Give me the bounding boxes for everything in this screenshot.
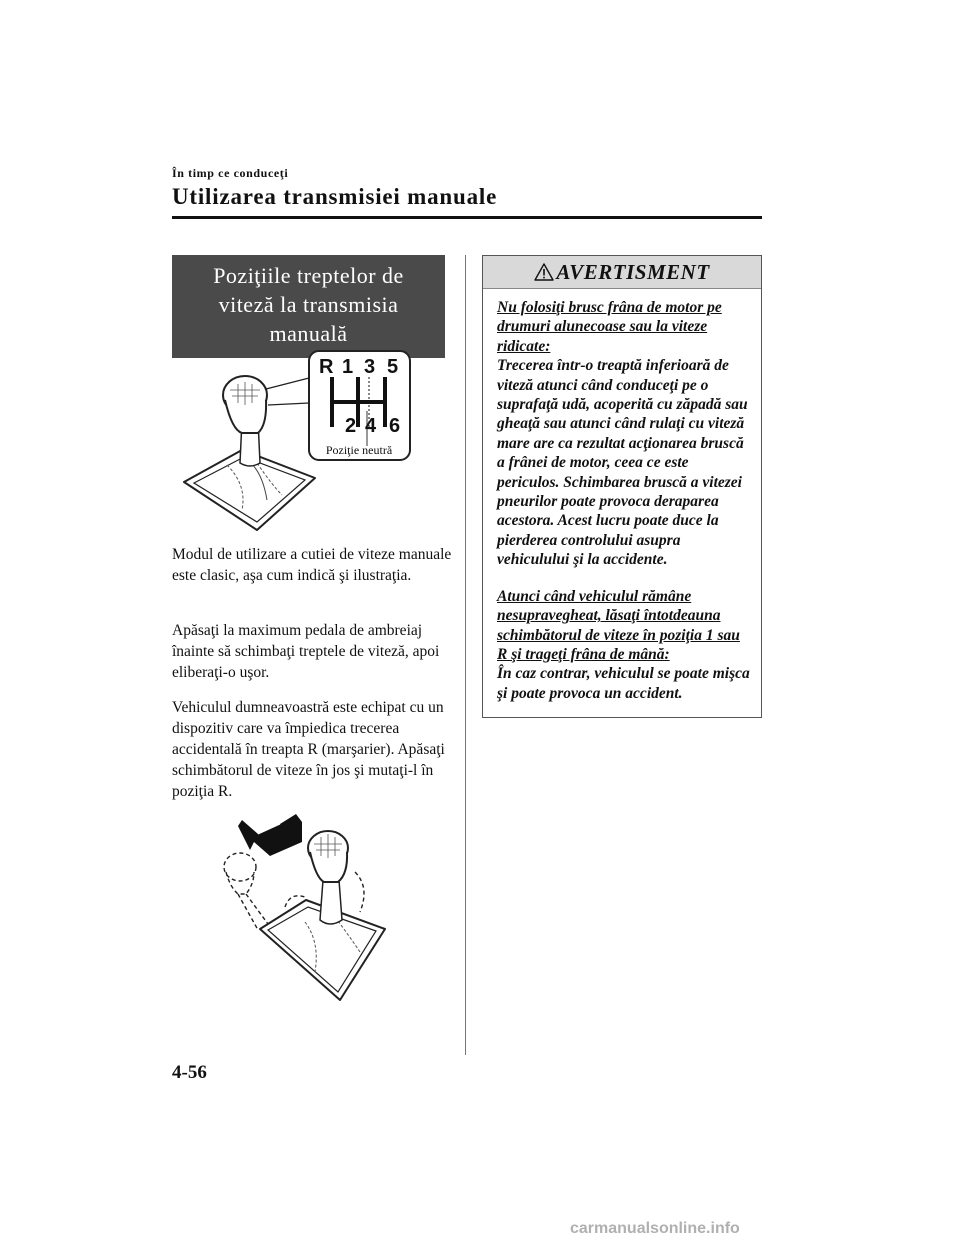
gear-label-3: 3 [364, 356, 376, 378]
title-divider [172, 216, 762, 219]
gear-label-r: R [319, 356, 334, 378]
warning-label: AVERTISMENT [556, 259, 710, 284]
gear-label-5: 5 [387, 356, 399, 378]
warning-heading-unattended: Atunci când vehiculul rămâne nesupravegheat, lăsaţi întotdeauna schimbătorul de viteze în poziţia 1 sau R şi trageţi frâna de mână: [497, 587, 740, 663]
gear-pattern-illustration [172, 345, 447, 535]
warning-text-engine-brake: Trecerea într-o treaptă inferioară de viteză atunci când conduceţi pe o suprafaţă udă, acoperită cu zăpadă sau gheaţă sau atunci când rulaţi cu viteză mare are ca rezultat acţionarea bruscă a frânei de motor, ceea ce este periculos. Schimbarea bruscă a vitezei pneurilor poate provoca deraparea acestora. Acest lucru poate duce la pierderea controlului asupra vehiculului şi la accidente. [497, 357, 748, 569]
warning-box [482, 255, 762, 718]
reverse-shift-illustration [210, 812, 420, 1022]
gear-label-4: 4 [365, 415, 377, 437]
warning-triangle-icon [534, 263, 554, 281]
section-heading-line-3: manuală [269, 321, 348, 346]
section-heading-box [172, 255, 445, 358]
warning-heading-engine-brake: Nu folosiţi brusc frâna de motor pe drumuri alunecoase sau la viteze ridicate: [497, 299, 722, 355]
column-divider [465, 255, 466, 1055]
section-heading-line-1: Poziţiile treptelor de [213, 263, 404, 288]
gear-label-2: 2 [345, 415, 357, 437]
page-number: 4-56 [172, 1062, 207, 1083]
gear-label-1: 1 [342, 356, 354, 378]
neutral-position-caption: Poziţie neutră [325, 443, 393, 457]
paragraph-usage: Modul de utilizare a cutiei de viteze manuale este clasic, aşa cum indică şi ilustraţia. [172, 546, 452, 584]
warning-header [483, 256, 761, 289]
warning-text-unattended: În caz contrar, vehiculul se poate mişca şi poate provoca un accident. [497, 665, 750, 702]
paragraph-reverse: Vehiculul dumneavoastră este echipat cu un dispozitiv care va împiedica trecerea accidentală în treapta R (marşarier). Apăsaţi schimbătorul de viteze în jos şi mutaţi-l în poziţia R. [172, 699, 445, 800]
section-heading-line-2: viteză la transmisia [218, 292, 399, 317]
paragraph-clutch: Apăsaţi la maximum pedala de ambreiaj înainte să schimbaţi treptele de viteză, apoi eliberaţi-o uşor. [172, 622, 440, 681]
breadcrumb: În timp ce conduceţi [172, 166, 289, 180]
gear-label-6: 6 [389, 415, 401, 437]
warning-body [483, 298, 761, 703]
watermark: carmanualsonline.info [570, 1220, 740, 1237]
page-title: Utilizarea transmisiei manuale [172, 184, 498, 209]
